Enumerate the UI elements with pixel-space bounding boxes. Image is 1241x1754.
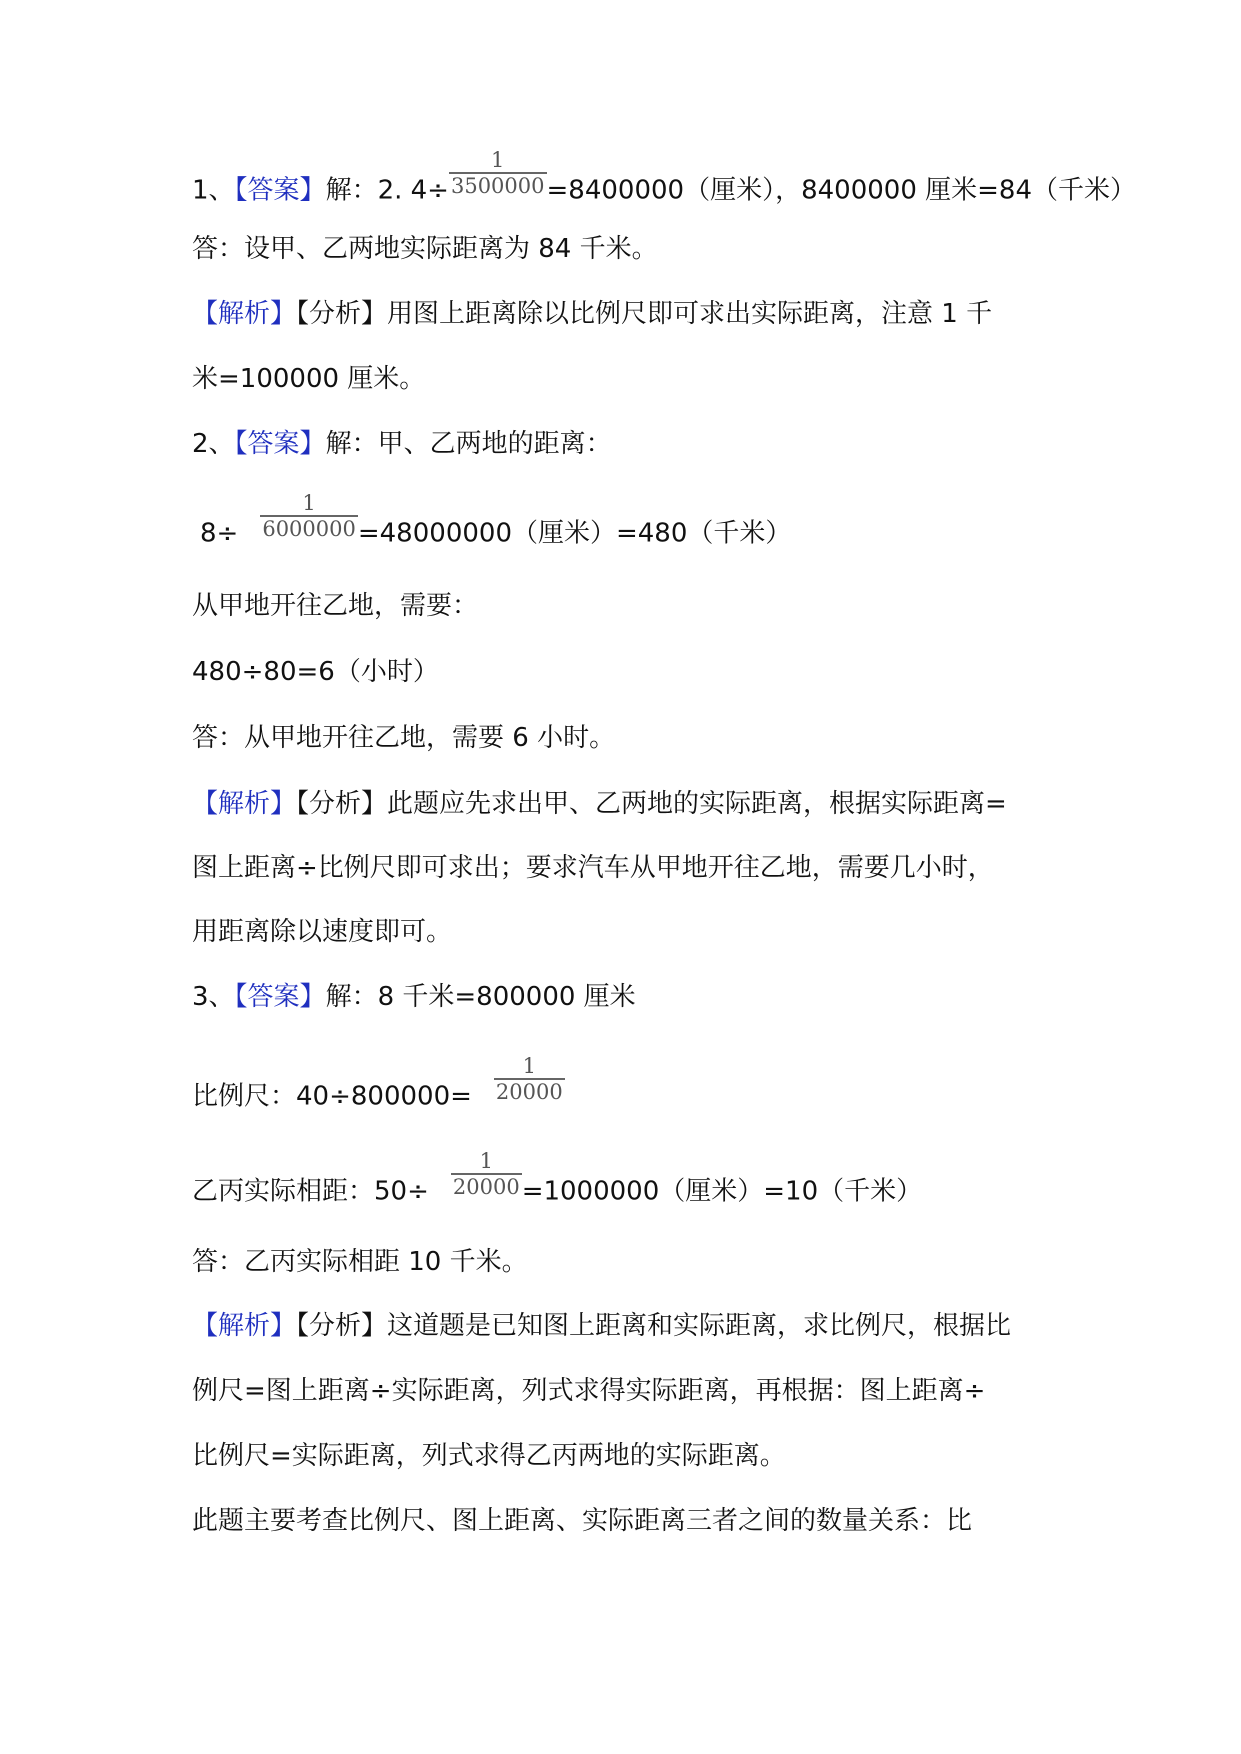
q3-distance-line xyxy=(192,1149,923,1217)
q3-scale-fraction-denominator: 20000 xyxy=(495,1080,563,1104)
q2-number: 2、 xyxy=(192,429,235,459)
q3-distance-fraction-numerator: 1 xyxy=(479,1149,493,1173)
q2-fraction-denominator: 6000000 xyxy=(262,517,356,541)
q2-calc-result: =48000000（厘米）=480（千米） xyxy=(357,518,792,549)
q1-scale-fraction xyxy=(449,148,547,198)
q3-answer-tag: 【答案】 xyxy=(234,982,326,1012)
q3-conclusion: 答：乙丙实际相距 10 千米。 xyxy=(192,1247,528,1277)
q2-answer-line xyxy=(192,427,612,461)
q2-analysis-tag: 【解析】 xyxy=(192,789,297,819)
q1-analysis-line-2: 米=100000 厘米。 xyxy=(192,364,426,394)
q3-analysis-tag: 【解析】 xyxy=(192,1311,297,1341)
q3-analysis-text: 【分析】这道题是已知图上距离和实际距离，求比例尺，根据比 xyxy=(296,1311,1012,1341)
q3-distance-text: 乙丙实际相距：50÷ xyxy=(192,1176,429,1207)
q1-answer-tag: 【答案】 xyxy=(234,175,326,206)
q3-scale-line xyxy=(192,1054,565,1122)
q3-analysis-line-1 xyxy=(192,1309,1011,1343)
q1-analysis-tag: 【解析】 xyxy=(192,299,297,329)
q3-distance-fraction xyxy=(451,1149,522,1199)
q2-analysis-line-3: 用距离除以速度即可。 xyxy=(192,917,453,947)
q3-analysis-line-3: 比例尺=实际距离，列式求得乙丙两地的实际距离。 xyxy=(192,1441,786,1471)
q3-distance-result: =1000000（厘米）=10（千米） xyxy=(521,1176,923,1207)
q1-conclusion: 答：设甲、乙两地实际距离为 84 千米。 xyxy=(192,234,658,264)
q1-answer-line xyxy=(192,148,1137,216)
q2-time-calc: 480÷80=6（小时） xyxy=(192,657,439,687)
q1-analysis-text: 【分析】用图上距离除以比例尺即可求出实际距离，注意 1 千 xyxy=(296,299,993,329)
q2-answer-tag: 【答案】 xyxy=(234,429,326,459)
q1-solution-text: 解：2. 4÷ xyxy=(325,175,449,206)
q2-analysis-line-1 xyxy=(192,787,1007,821)
q2-intro-text: 解：甲、乙两地的距离： xyxy=(325,429,612,459)
q3-scale-fraction-numerator: 1 xyxy=(522,1054,537,1078)
q1-solution-result: =8400000（厘米），8400000 厘米=84（千米） xyxy=(546,175,1137,206)
q3-scale-fraction xyxy=(494,1054,565,1104)
q2-analysis-line-2: 图上距离÷比例尺即可求出；要求汽车从甲地开往乙地，需要几小时， xyxy=(192,853,994,883)
q1-fraction-denominator: 3500000 xyxy=(450,174,545,198)
q3-intro-text: 解：8 千米=800000 厘米 xyxy=(325,982,636,1012)
q3-analysis-line-2: 例尺=图上距离÷实际距离，列式求得实际距离，再根据：图上距离÷ xyxy=(192,1376,986,1406)
q3-scale-text: 比例尺：40÷800000= xyxy=(192,1081,472,1112)
q3-number: 3、 xyxy=(192,982,235,1012)
q2-analysis-text: 【分析】此题应先求出甲、乙两地的实际距离，根据实际距离= xyxy=(296,789,1007,819)
q2-fraction-numerator: 1 xyxy=(302,491,316,515)
q1-fraction-numerator: 1 xyxy=(491,148,505,172)
q3-distance-fraction-denominator: 20000 xyxy=(452,1175,520,1199)
q1-analysis-line-1 xyxy=(192,297,992,331)
q1-number: 1、 xyxy=(192,175,235,206)
q3-answer-line xyxy=(192,980,636,1014)
q2-conclusion: 答：从甲地开往乙地，需要 6 小时。 xyxy=(192,723,616,753)
q2-need-line: 从甲地开往乙地，需要： xyxy=(192,591,479,621)
q2-scale-fraction xyxy=(260,491,358,541)
q3-summary-line: 此题主要考查比例尺、图上距离、实际距离三者之间的数量关系：比 xyxy=(192,1506,973,1536)
q2-calc-text: 8÷ xyxy=(200,518,239,549)
q2-distance-calc xyxy=(200,491,792,559)
